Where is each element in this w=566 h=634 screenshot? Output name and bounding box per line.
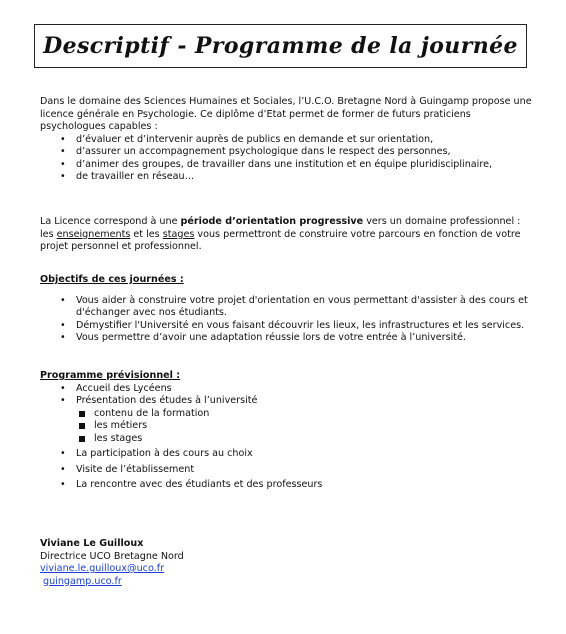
signature-role: Directrice UCO Bretagne Nord (40, 550, 184, 562)
competences-list (40, 134, 535, 184)
list-item: • Accueil des Lycéens (40, 383, 535, 396)
list-item: • La participation à des cours au choix (40, 448, 535, 461)
programme-list-continued (40, 448, 535, 492)
sub-list-item: les stages (40, 433, 535, 446)
list-item: • Vous permettre d’avoir une adaptation réussie lors de votre entrée à l’université. (40, 332, 535, 345)
intro-section (40, 96, 535, 184)
email-link[interactable]: viviane.le.guilloux@uco.fr (40, 563, 165, 574)
programme-list (40, 383, 535, 408)
list-item: • d’évaluer et d’intervenir auprès de publics en demande et sur orientation, (40, 134, 535, 147)
licence-bold-text: période d’orientation progressive (180, 216, 364, 227)
enseignements-text: enseignements (56, 228, 131, 240)
website-link[interactable]: guingamp.uco.fr (43, 575, 122, 587)
list-item: • Visite de l’établissement (40, 464, 535, 477)
sub-list-item: les métiers (40, 420, 535, 433)
sub-list-item: contenu de la formation (40, 408, 535, 421)
list-item: • Vous aider à construire votre projet d'orientation en vous permettant d'assister à des cours et d'échanger avec nos étudiants. (40, 295, 535, 320)
licence-text: La Licence correspond à une (40, 216, 181, 227)
list-item: • Présentation des études à l’université (40, 395, 535, 408)
list-item: • de travailler en réseau… (40, 171, 535, 184)
programme-heading: Programme prévisionnel : (40, 370, 181, 381)
programme-section (40, 370, 535, 492)
licence-text: vous permettront de construire votre parcours en fonction de votre projet personnel et professionnel. (40, 228, 521, 252)
signature-block (40, 538, 184, 588)
list-item: • La rencontre avec des étudiants et des professeurs (40, 479, 535, 492)
stages-text: stages (162, 228, 195, 240)
licence-text: vers un domaine professionnel : les (40, 216, 521, 240)
list-item: • d’assurer un accompagnement psychologique dans le respect des personnes, (40, 146, 535, 159)
objectifs-list (40, 295, 535, 345)
objectifs-heading: Objectifs de ces journées : (40, 274, 184, 285)
intro-paragraph: Dans le domaine des Sciences Humaines et Sociales, l’U.C.O. Bretagne Nord à Guingamp propose une licence générale en Psychologie. Ce diplôme d’Etat permet de former de futurs praticiens psychologues capables : (40, 96, 532, 132)
licence-text: et les (130, 228, 163, 240)
licence-paragraph (40, 216, 535, 254)
list-item: • d’animer des groupes, de travailler dans une institution et en équipe pluridisciplinaire, (40, 159, 535, 172)
list-item: • Démystifier l'Université en vous faisant découvrir les lieux, les infrastructures et les services. (40, 320, 535, 333)
page-title: Descriptif - Programme de la journée (43, 32, 518, 59)
title-box (34, 24, 527, 68)
objectifs-section (40, 274, 535, 345)
signature-name: Viviane Le Guilloux (40, 538, 144, 549)
programme-sublist (40, 408, 535, 446)
